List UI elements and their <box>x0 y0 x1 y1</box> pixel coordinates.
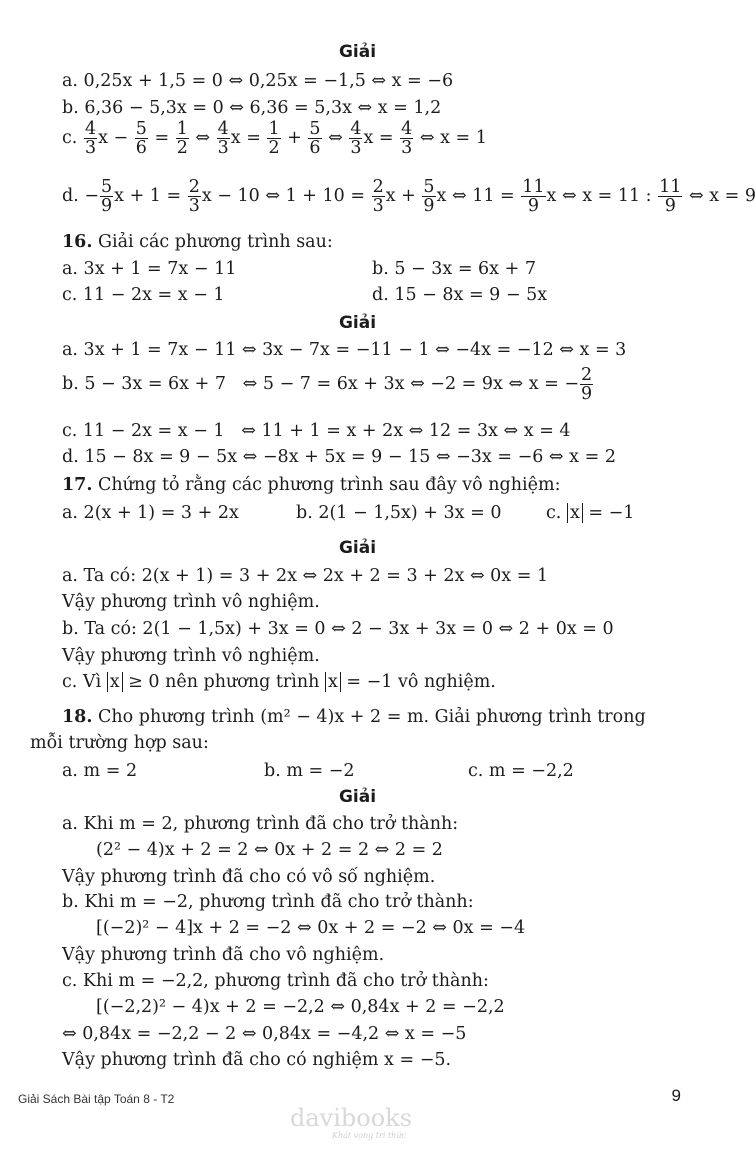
solution-18a-conclusion: Vậy phương trình đã cho có vô số nghiệm. <box>62 867 436 887</box>
solution-17a-conclusion: Vậy phương trình vô nghiệm. <box>62 592 320 612</box>
exercise-17a: a. 2(x + 1) = 3 + 2x <box>62 503 239 523</box>
page-number: 9 <box>671 1086 681 1105</box>
exercise-17-prompt: 17. Chứng tỏ rằng các phương trình sau đây vô nghiệm: <box>62 475 561 495</box>
solution-17b-conclusion: Vậy phương trình vô nghiệm. <box>62 646 320 666</box>
solution-18c-equation-cont: ⇔ 0,84x = −2,2 − 2 ⇔ 0,84x = −4,2 ⇔ x = −5 <box>62 1024 467 1044</box>
solution-17c: c. Vì x ≥ 0 nên phương trình x = −1 vô nghiệm. <box>62 672 496 692</box>
solution-15c: c. $\frac{4}{3}$ x − $\frac{5}{6}$ = $\frac{1}{2}$ ⇔ $\frac{4}{3}$ x = $\frac{1}{2}$ + $\frac{5}{6}$ ⇔ $\frac{4}{3}$ x = $\frac{4}{3}$ ⇔ x = 1 <box>62 119 487 158</box>
exercise-18c: c. m = −2,2 <box>468 761 574 781</box>
exercise-16d: d. 15 − 8x = 9 − 5x <box>372 285 548 305</box>
solution-16a: a. 3x + 1 = 7x − 11 ⇔ 3x − 7x = −11 − 1 ⇔ −4x = −12 ⇔ x = 3 <box>62 340 627 360</box>
solution-18c: c. Khi m = −2,2, phương trình đã cho trở thành: <box>62 971 489 991</box>
solution-18b-equation: [(−2)² − 4]x + 2 = −2 ⇔ 0x + 2 = −2 ⇔ 0x = −4 <box>96 918 526 938</box>
exercise-17b: b. 2(1 − 1,5x) + 3x = 0 <box>296 503 502 523</box>
exercise-16-prompt: 16. Giải các phương trình sau: <box>62 232 333 252</box>
solution-18c-equation: [(−2,2)² − 4)x + 2 = −2,2 ⇔ 0,84x + 2 = −2,2 <box>96 997 505 1017</box>
exercise-16a: a. 3x + 1 = 7x − 11 <box>62 259 237 279</box>
solution-17a: a. Ta có: 2(x + 1) = 3 + 2x ⇔ 2x + 2 = 3 + 2x ⇔ 0x = 1 <box>62 566 549 586</box>
solution-16c: c. 11 − 2x = x − 1 ⇔ 11 + 1 = x + 2x ⇔ 12 = 3x ⇔ x = 4 <box>62 421 571 441</box>
watermark-logo: davibooks <box>290 1104 413 1132</box>
solution-15b: b. 6,36 − 5,3x = 0 ⇔ 6,36 = 5,3x ⇔ x = 1,2 <box>62 98 442 118</box>
exercise-16b: b. 5 − 3x = 6x + 7 <box>372 259 536 279</box>
solution-heading: Giải <box>338 313 377 333</box>
solution-18a-equation: (2² − 4)x + 2 = 2 ⇔ 0x + 2 = 2 ⇔ 2 = 2 <box>96 840 443 860</box>
exercise-18b: b. m = −2 <box>264 761 355 781</box>
solution-18a: a. Khi m = 2, phương trình đã cho trở thành: <box>62 814 459 834</box>
solution-15d: d. − $\frac{5}{9}$ x + 1 = $\frac{2}{3}$ x − 10 ⇔ 1 + 10 = $\frac{2}{3}$ x + $\frac{5}{9}$ x ⇔ 11 = $\frac{11}{9}$ x ⇔ x = 11 : $\frac{11}{9}$ ⇔ x = 9 <box>62 177 756 216</box>
solution-16d: d. 15 − 8x = 9 − 5x ⇔ −8x + 5x = 9 − 15 ⇔ −3x = −6 ⇔ x = 2 <box>62 447 616 467</box>
solution-heading: Giải <box>338 42 377 62</box>
solution-heading: Giải <box>338 538 377 558</box>
exercise-18a: a. m = 2 <box>62 761 138 781</box>
solution-18c-conclusion: Vậy phương trình đã cho có nghiệm x = −5. <box>62 1050 452 1070</box>
exercise-18-prompt: 18. Cho phương trình (m² − 4)x + 2 = m. Giải phương trình trong <box>62 707 646 727</box>
solution-18b-conclusion: Vậy phương trình đã cho vô nghiệm. <box>62 945 385 965</box>
solution-18b: b. Khi m = −2, phương trình đã cho trở thành: <box>62 892 474 912</box>
solution-16b: b. 5 − 3x = 6x + 7 ⇔ 5 − 7 = 6x + 3x ⇔ −2 = 9x ⇔ x = − $\frac{2}{9}$ <box>62 365 593 404</box>
solution-15a: a. 0,25x + 1,5 = 0 ⇔ 0,25x = −1,5 ⇔ x = −6 <box>62 71 454 91</box>
watermark-tagline: Khát vọng tri thức <box>332 1131 406 1140</box>
exercise-17c: c. x = −1 <box>546 503 635 523</box>
exercise-18-prompt-cont: mỗi trường hợp sau: <box>30 733 209 753</box>
solution-heading: Giải <box>338 787 377 807</box>
book-title-footer: Giải Sách Bài tập Toán 8 - T2 <box>18 1092 175 1106</box>
solution-17b: b. Ta có: 2(1 − 1,5x) + 3x = 0 ⇔ 2 − 3x + 3x = 0 ⇔ 2 + 0x = 0 <box>62 619 614 639</box>
exercise-16c: c. 11 − 2x = x − 1 <box>62 285 225 305</box>
